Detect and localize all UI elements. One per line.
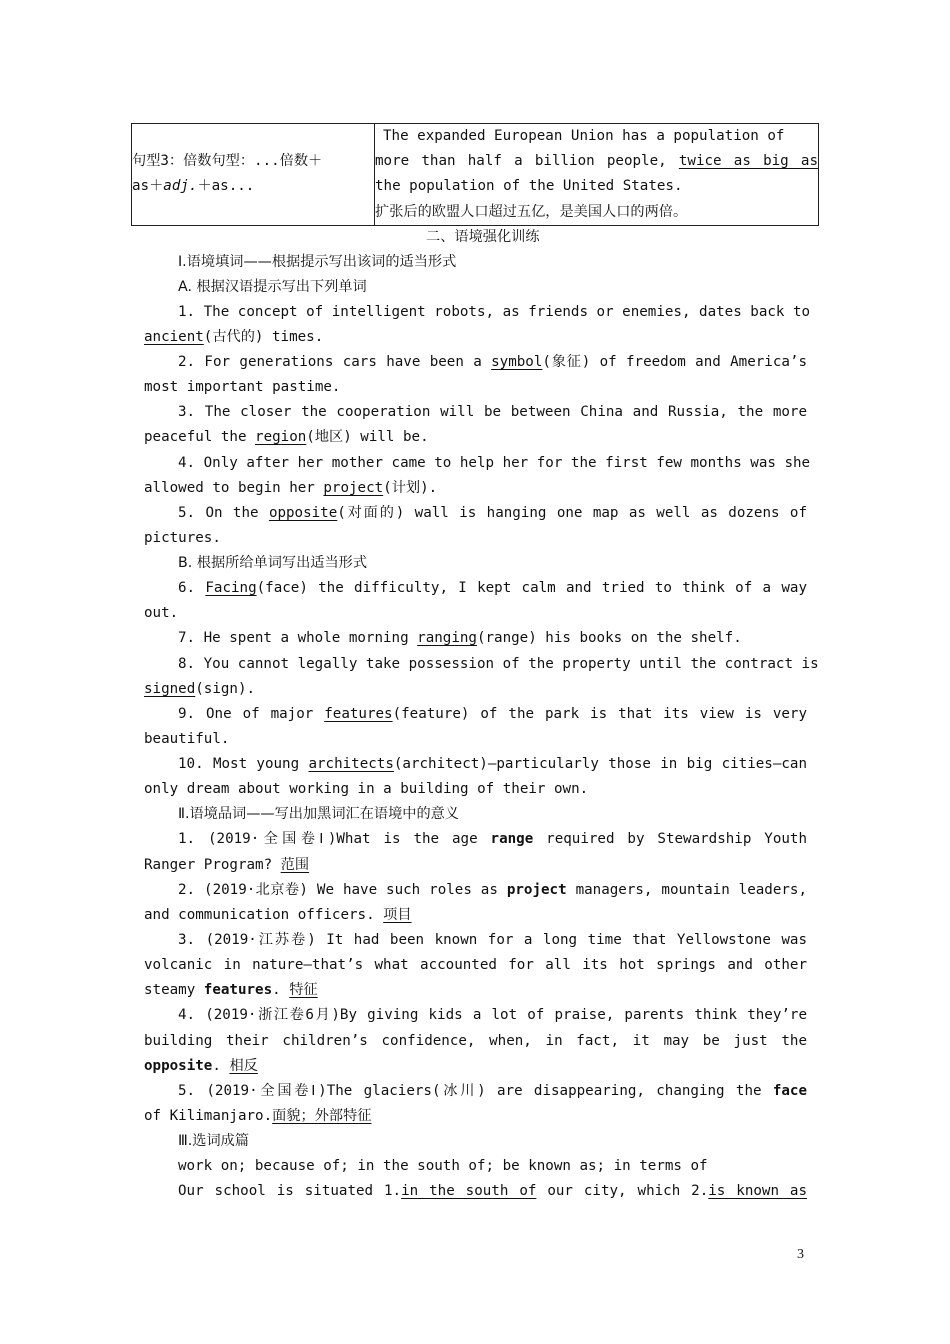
example-cell [375,124,819,226]
item-text: 5. On the [178,505,269,521]
item-text: (古代的) times. [203,329,324,345]
list-item [178,628,742,648]
item-text: (地区) will be. [306,429,429,445]
part3-heading: Ⅲ.选词成篇 [178,1133,250,1149]
list-item [178,352,807,372]
item-text: our city, which 2. [536,1183,709,1199]
answer: ranging [417,630,477,646]
list-item [178,880,807,900]
list-item: 8. You cannot legally take possession of the property until the contract is [178,656,819,672]
item-text: (architect)—particularly those in big cities—can [393,756,808,772]
item-text: steamy [144,982,204,998]
pattern-label-adj: adj. [163,178,198,195]
passage-line [178,1181,807,1201]
item-text: 5. (2019·全国卷Ⅰ)The glaciers(冰川) are disappearing, changing the [178,1083,773,1099]
example-translation: 扩张后的欧盟人口超过五亿，是美国人口的两倍。 [375,203,688,220]
answer: 项目 [383,907,412,923]
answer: 特征 [289,982,318,998]
item-text: (象征) of freedom and America’s [542,354,807,370]
part2-heading: Ⅱ.语境品词——写出加黑词汇在语境中的意义 [178,806,460,822]
example-text: more than half a billion people, [375,153,679,170]
word-bank: work on; because of; in the south of; be known as; in terms of [178,1158,708,1174]
list-item-cont [144,855,309,875]
example-underlined: twice as big as [678,153,818,170]
answer: 面貌；外部特征 [272,1108,372,1124]
answer: opposite [268,505,338,521]
page-number: 3 [797,1247,804,1262]
part1-sub-b: B. 根据所给单词写出适当形式 [178,555,368,571]
bold-word: opposite [144,1058,213,1074]
section-title: 二、语境强化训练 [426,229,540,245]
list-item-cont [144,679,255,699]
example-line [375,149,818,174]
item-text: 10. Most young [178,756,309,772]
answer: architects [308,756,394,772]
item-text: allowed to begin her [144,480,324,496]
pattern-label-part: ＋as... [197,178,255,195]
pattern-label-cell [132,124,375,226]
part1-heading: Ⅰ.语境填词——根据提示写出该词的适当形式 [178,254,457,270]
list-item: 4. (2019·浙江卷6月)By giving kids a lot of praise, parents think they’re [178,1007,807,1023]
item-text: Our school is situated 1. [178,1183,402,1199]
bold-word: features [203,982,273,998]
bold-word: project [506,882,567,898]
answer: features [324,706,393,722]
list-item-cont: only dream about working in a building of their own. [144,781,589,797]
list-item: 3. (2019·江苏卷) It had been known for a long time that Yellowstone was [178,932,807,948]
list-item [178,1081,807,1101]
bold-word: face [772,1083,807,1099]
list-item-cont [144,1056,258,1076]
item-text: peaceful the [144,429,256,445]
pattern-label-line1: 句型3：倍数句型：...倍数＋ [132,152,323,169]
answer: 相反 [229,1058,258,1074]
item-text: 9. One of major [178,706,325,722]
item-text: . [272,982,290,998]
list-item [178,503,807,523]
answer: project [323,480,384,496]
item-text: (face) the difficulty, I kept calm and tried to think of a way [256,580,807,596]
list-item [178,754,807,774]
answer: in the south of [401,1183,537,1199]
answer: Facing [205,580,257,596]
example-line: the population of the United States. [375,178,683,195]
list-item-cont: out. [144,605,179,621]
list-item [178,704,807,724]
item-text: Ranger Program? [144,857,281,873]
pattern-label-part: as＋ [132,178,164,195]
list-item-cont: volcanic in nature—that’s what accounted for all its hot springs and other [144,957,807,973]
item-text: of Kilimanjaro. [144,1108,273,1124]
part1-sub-a: A. 根据汉语提示写出下列单词 [178,279,367,295]
item-text: 2. (2019·北京卷) We have such roles as [178,882,507,898]
item-text: (sign). [195,681,256,697]
list-item-cont: most important pastime. [144,379,341,395]
list-item-cont [144,478,437,498]
item-text: (range) his books on the shelf. [476,630,742,646]
list-item-cont: beautiful. [144,731,230,747]
list-item [178,829,807,849]
answer: symbol [491,354,543,370]
answer: signed [144,681,196,697]
list-item-cont: pictures. [144,530,221,546]
sentence-pattern-table [131,123,819,226]
item-text: 6. [178,580,206,596]
item-text: (计划). [383,480,438,496]
answer: is known as [708,1183,808,1199]
item-text: 7. He spent a whole morning [178,630,418,646]
list-item-cont [144,980,318,1000]
answer: ancient [144,329,204,345]
answer: region [255,429,307,445]
item-text: managers, mountain leaders, [566,882,808,898]
example-line: The expanded European Union has a population of [383,128,785,144]
list-item-cont: building their children’s confidence, when, in fact, it may be just the [144,1033,807,1049]
list-item [178,578,807,598]
item-text: (对面的) wall is hanging one map as well as dozens of [337,505,807,521]
table-row [132,124,819,226]
item-text: required by Stewardship Youth [533,831,807,847]
list-item: 1. The concept of intelligent robots, as friends or enemies, dates back to [178,304,811,320]
list-item-cont [144,327,323,347]
item-text: . [212,1058,230,1074]
list-item: 4. Only after her mother came to help her for the first few months was she [178,455,811,471]
list-item-cont [144,427,429,447]
item-text: (feature) of the park is that its view is very [392,706,807,722]
item-text: 2. For generations cars have been a [178,354,492,370]
list-item-cont [144,905,412,925]
list-item: 3. The closer the cooperation will be between China and Russia, the more [178,404,807,420]
item-text: 1. (2019·全国卷Ⅰ)What is the age [178,831,491,847]
bold-word: range [490,831,534,847]
answer: 范围 [280,857,310,873]
item-text: and communication officers. [144,907,384,923]
list-item-cont [144,1106,371,1126]
